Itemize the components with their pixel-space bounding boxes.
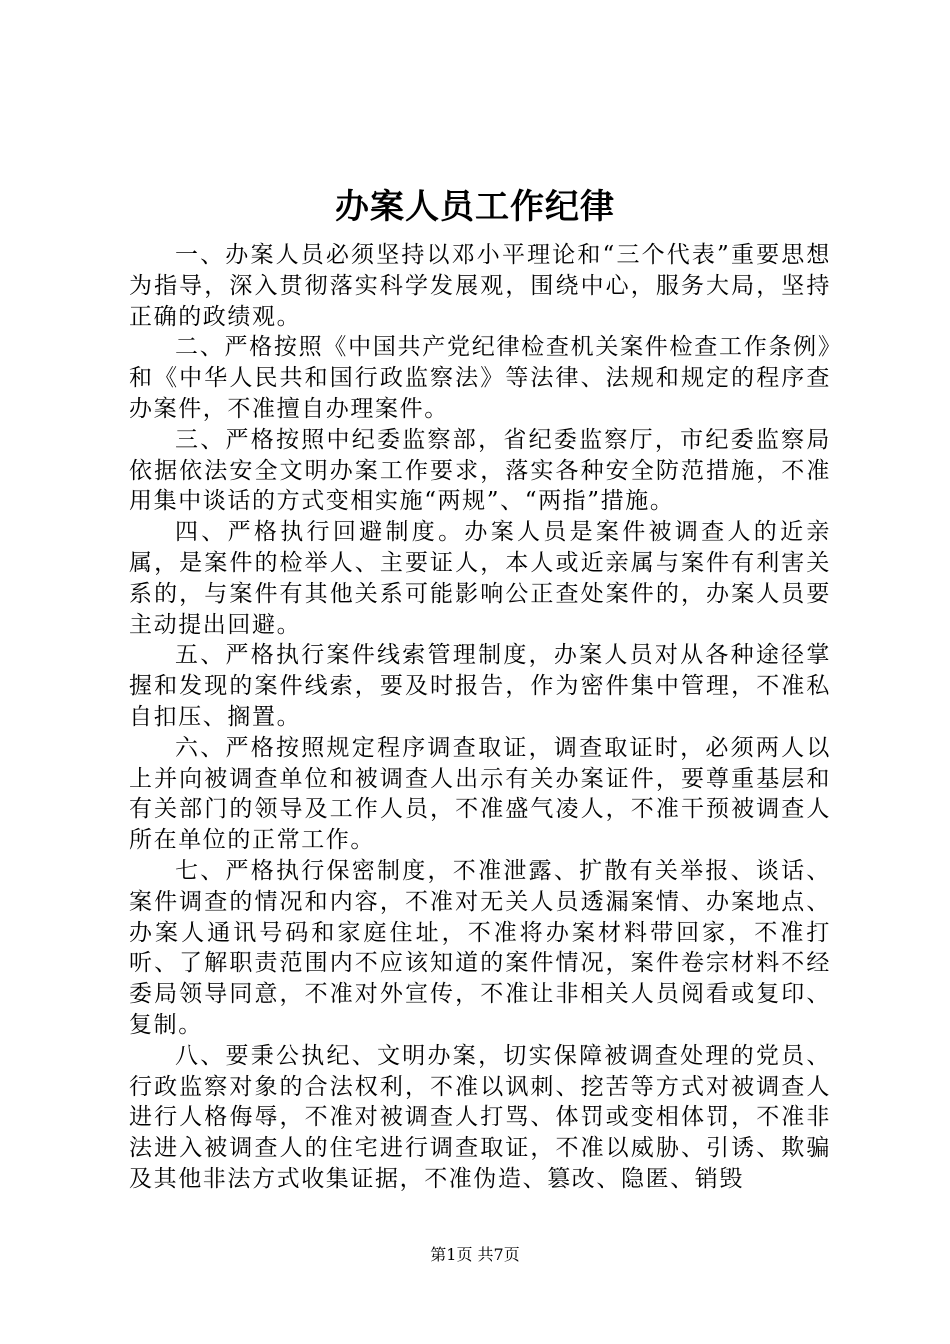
document-body [129,240,831,1195]
page-footer: 第1页 共7页 [430,1245,520,1264]
paragraph-2: 二、严格按照《中国共产党纪律检查机关案件检查工作条例》和《中华人民共和国行政监察法》等法律、法规和规定的程序查办案件，不准擅自办理案件。 [129,334,831,422]
document-title: 办案人员工作纪律 [335,187,615,227]
paragraph-8: 八、要秉公执纪、文明办案，切实保障被调查处理的党员、行政监察对象的合法权利，不准以讽刺、挖苦等方式对被调查人进行人格侮辱，不准对被调查人打骂、体罚或变相体罚，不准非法进入被调查人的住宅进行调查取证，不准以威胁、引诱、欺骗及其他非法方式收集证据，不准伪造、篡改、隐匿、销毁 [129,1042,831,1192]
paragraph-7: 七、严格执行保密制度，不准泄露、扩散有关举报、谈话、案件调查的情况和内容，不准对无关人员透漏案情、办案地点、办案人通讯号码和家庭住址，不准将办案材料带回家，不准打听、了解职责范围内不应该知道的案件情况，案件卷宗材料不经委局领导同意，不准对外宣传，不准让非相关人员阅看或复印、复制。 [129,857,831,1038]
paragraph-6: 六、严格按照规定程序调查取证，调查取证时，必须两人以上并向被调查单位和被调查人出示有关办案证件，要尊重基层和有关部门的领导及工作人员，不准盛气凌人，不准干预被调查人所在单位的正常工作。 [129,734,831,854]
paragraph-3: 三、严格按照中纪委监察部，省纪委监察厅，市纪委监察局依据依法安全文明办案工作要求，落实各种安全防范措施，不准用集中谈话的方式变相实施“两规”、“两指”措施。 [129,426,831,515]
paragraph-4: 四、严格执行回避制度。办案人员是案件被调查人的近亲属，是案件的检举人、主要证人，本人或近亲属与案件有利害关系的，与案件有其他关系可能影响公正查处案件的，办案人员要主动提出回避。 [129,519,831,638]
paragraph-1: 一、办案人员必须坚持以邓小平理论和“三个代表”重要思想为指导，深入贯彻落实科学发展观，围绕中心，服务大局，坚持正确的政绩观。 [129,242,831,330]
paragraph-5: 五、严格执行案件线索管理制度，办案人员对从各种途径掌握和发现的案件线索，要及时报告，作为密件集中管理，不准私自扣压、搁置。 [129,642,831,730]
